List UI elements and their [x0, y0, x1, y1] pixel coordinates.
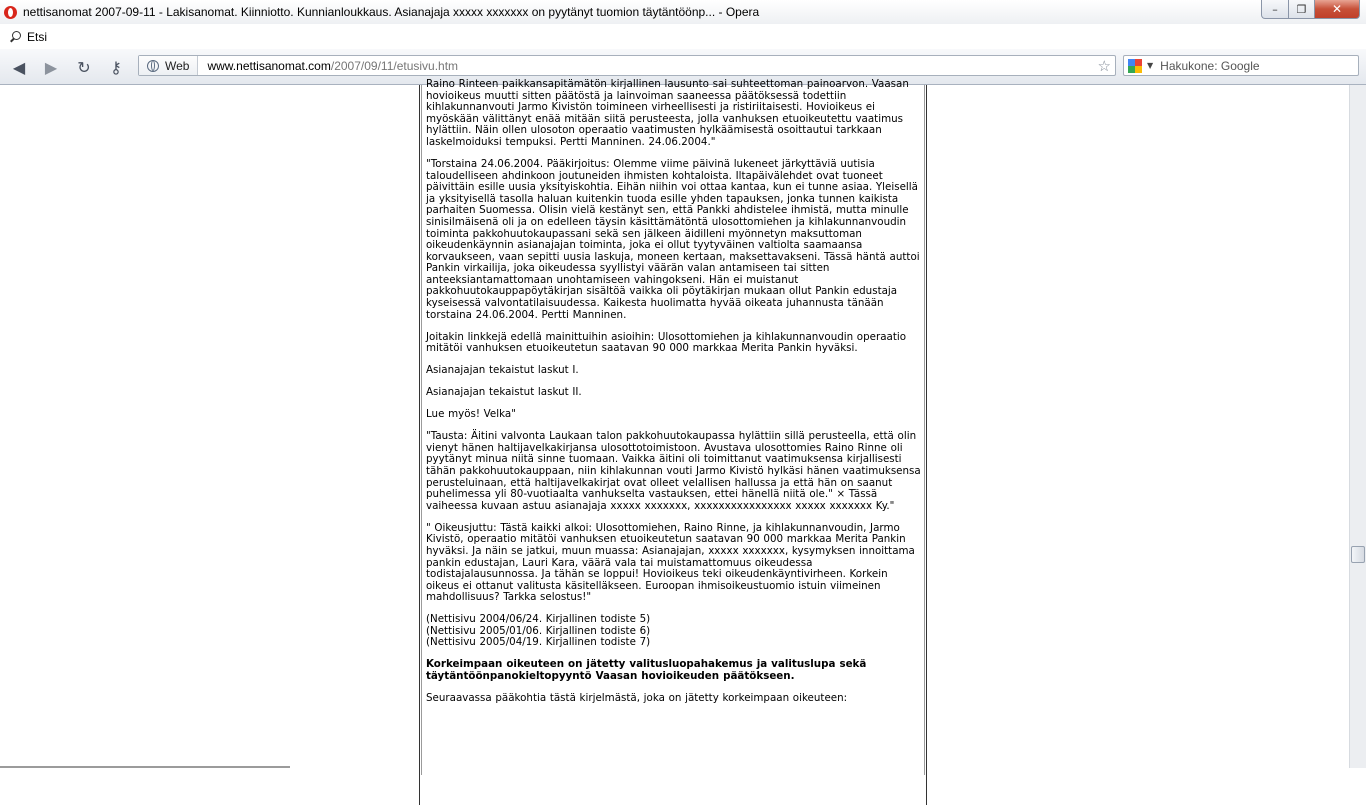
chevron-down-icon[interactable]: ▼ — [1147, 61, 1154, 70]
source-item: (Nettisivu 2005/01/06. Kirjallinen todiste 6) — [426, 624, 651, 637]
title-bar — [0, 0, 1366, 24]
source-item: (Nettisivu 2004/06/24. Kirjallinen todiste 5) — [426, 613, 651, 626]
search-engine-field[interactable] — [1123, 55, 1359, 76]
bookmark-star-icon[interactable]: ☆ — [1097, 57, 1111, 75]
source-list — [426, 614, 924, 649]
section-heading: Korkeimpaan oikeuteen on jätetty valitusluopahakemus ja valituslupa sekä täytäntöönpanokieltopyyntö Vaasan hovioikeuden päätökseen. — [426, 658, 867, 683]
google-logo-icon[interactable] — [1128, 59, 1142, 73]
article-link-paragraph[interactable]: Asianajajan tekaistut laskut I. — [426, 364, 579, 377]
window-controls — [1261, 0, 1360, 19]
article-link-paragraph[interactable]: Asianajajan tekaistut laskut II. — [426, 386, 582, 399]
site-info-label: Web — [165, 58, 190, 73]
site-info-badge[interactable] — [139, 56, 198, 75]
opera-logo-icon[interactable] — [4, 6, 17, 19]
forward-arrow-icon: ▶ — [44, 57, 58, 77]
url-text[interactable] — [207, 59, 458, 73]
window-title: nettisanomat 2007-09-11 - Lakisanomat. Kiinniotto. Kunnianloukkaus. Asianajaja xxxxx xxxxxxx on pyytänyt tuomion täytäntöönp... - Opera — [23, 5, 760, 19]
search-menu-button[interactable] — [10, 30, 47, 44]
globe-icon — [147, 60, 159, 72]
minimize-button[interactable]: – — [1261, 0, 1289, 19]
close-button[interactable]: ✕ — [1315, 0, 1360, 19]
page-left-margin — [0, 85, 418, 768]
search-engine-placeholder: Hakukone: Google — [1160, 58, 1260, 73]
reload-icon: ↻ — [77, 57, 91, 77]
bottom-divider — [0, 766, 290, 768]
maximize-button[interactable]: ❐ — [1289, 0, 1315, 19]
scrollbar-thumb[interactable] — [1351, 546, 1365, 563]
search-icon — [10, 30, 22, 44]
forward-button[interactable] — [40, 57, 62, 77]
vertical-scrollbar[interactable] — [1349, 85, 1366, 768]
article-paragraph: "Tausta: Äitini valvonta Laukaan talon pakkohuutokaupassa hylättiin sillä perusteella, että olin vienyt hänen haltijavelkakirjansa ulosottotoimistoon. Avustava ulosottomies Raino Rinne oli pyytänyt minua niitä sinne tuomaan. Vaikka äitini oli toimittanut vaatimuksensa kirjallisesti tähän pakkohuutokauppaan, niin kihlakunnan vouti Jarmo Kivistö hylkäsi hänen vaatimuksensa perusteluinaan, että haltijavelkakirjat ovat olleet velallisen hallussa ja että hän on saanut puhelimessa yli 80-vuotiaalta vanhukselta vastauksen, ettei hänellä niitä ole." × Tässä vaiheessa kuvaan astuu asianajaja xxxxx xxxxxxx, xxxxxxxxxxxxxxxx xxxxx xxxxxxx Ky." — [426, 430, 921, 512]
article-paragraph: "Torstaina 24.06.2004. Pääkirjoitus: Olemme viime päivinä lukeneet järkyttäviä uutisia taloudelliseen ahdinkoon joutuneiden ihmisten kohtaloista. Iltapäivälehdet ovat tuoneet päivittäin esille uusia yksityiskohtia. Eihän niihin voi ottaa kantaa, kun ei tunne asiaa. Yleisellä ja yksityisellä tasolla haluan kuitenkin tuoda esille yhden tapauksen, jonka tunnen kaikista parhaiten Suomessa. Olisin vielä kestänyt sen, että Pankki ahdistelee ihmistä, mutta minulle sinisilmäisenä oli ja on edelleen täysin käsittämätöntä ulosottomiehen ja kihlakunnanvoudin toiminta pakkohuutokaupassani sekä sen jälkeen äidilleni myönnetyn maksuttoman oikeudenkäynnin asianajajan toiminta, joka ei ollut tyytyväinen valtiolta saamaansa korvaukseen, vaan sepitti uusia laskuja, moneen kertaan, maksettavakseni. Tässä häntä auttoi Pankin virkailija, joka oikeudessa syyllistyi väärän valan antamiseen tai sitten anteeksiantamattomaan unohtamiseen vahingokseni. Hän ei muistanut pakkohuutokauppapöytäkirjan sisältöä vaikka oli pöytäkirjan mukaan ollut Pankin edustaja kyseisessä valvontatilaisuudessa. Kaikesta huolimatta hyvää oikeata juhannusta tänään torstaina 24.06.2004. Pertti Manninen. — [426, 157, 920, 321]
url-path: /2007/09/11/etusivu.htm — [330, 58, 459, 73]
address-bar[interactable] — [138, 55, 1116, 76]
back-arrow-icon: ◀ — [12, 57, 26, 77]
source-item: (Nettisivu 2005/04/19. Kirjallinen todiste 7) — [426, 636, 651, 649]
menu-bar — [0, 24, 1366, 49]
article-paragraph-cut: Seuraavassa pääkohtia tästä kirjelmästä, joka on jätetty korkeimpaan oikeuteen: — [426, 692, 848, 705]
search-menu-label: Etsi — [27, 29, 48, 44]
page-viewport — [0, 78, 1349, 768]
article-link-paragraph[interactable]: Lue myös! Velka" — [426, 408, 516, 421]
article-body — [426, 79, 924, 705]
url-domain: www.nettisanomat.com — [207, 58, 331, 73]
reload-button[interactable] — [73, 57, 95, 77]
article-paragraph: Joitakin linkkejä edellä mainittuihin asioihin: Ulosottomiehen ja kihlakunnanvoudin operaatio mitätöi vanhuksen etuoikeutetun saatavan 90 000 markkaa Merita Pankin hyväksi. — [426, 330, 907, 355]
article-paragraph: Raino Rinteen paikkansapitämätön kirjallinen lausunto sai suhteettoman painoarvon. Vaasan hovioikeus muutti sitten päätöstä ja lainvoiman saaneessa päätöksessä todettiin kihlakunnanvouti Jarmo Kivistön toimineen virheellisesti ja ristiriitaisesti. Hovioikeus ei myöskään välittänyt enää mitään siitä perusteesta, jolla vanhuksen etuoikeutettu vaatimus hylättiin. Näin ollen ulosoton operaatio vaatimusten hylkäämisestä osoittautui tarkkaan laskelmoiduksi tempuksi. Pertti Manninen. 24.06.2004." — [426, 78, 909, 148]
back-button[interactable] — [8, 57, 30, 77]
wand-button[interactable] — [105, 57, 127, 77]
key-icon: ⚷ — [110, 57, 122, 77]
article-paragraph: " Oikeusjuttu: Tästä kaikki alkoi: Ulosottomiehen, Raino Rinne, ja kihlakunnanvoudin, Jarmo Kivistö, operaatio mitätöi vanhuksen etuoikeutetun saatavan 90 000 markkaa Merita Pankin hyväksi. Ja näin se jatkui, muun muassa: Asianajajan, xxxxx xxxxxxx, kysymyksen innoittama pankin edustajan, Lauri Kara, väärä vala tai muistamattomuus oikeudessa todistajalausunnossa. Ja tähän se loppui! Hovioikeus teki oikeudenkäyntivirheen. Korkein oikeus ei ottanut valitusta käsitelläkseen. Euroopan ihmisoikeustuomio istuin viimeinen mahdollisuus? Tarkka selostus!" — [426, 521, 915, 604]
